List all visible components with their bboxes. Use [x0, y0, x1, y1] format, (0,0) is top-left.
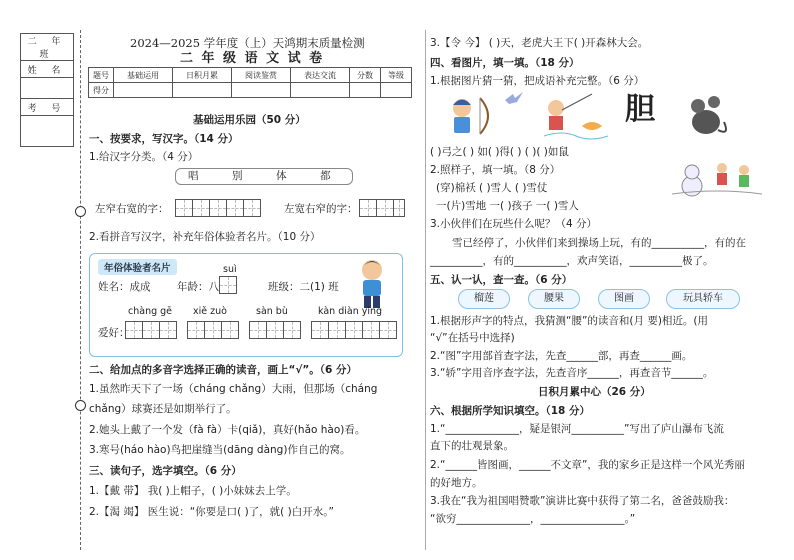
snow-play-picture-icon [672, 150, 762, 200]
column-divider [425, 30, 426, 550]
q1-2: 2.看拼音写汉字，补充年俗体验者名片。（10 分） [89, 231, 321, 243]
bird-icon [503, 88, 525, 108]
q2-line: 3.寒号(háo hào)鸟把崖缝当(dāng dàng)作自己的窝。 [89, 444, 351, 456]
q5-line: 2.“图”字用部首查字法，先查______部，再查______画。 [430, 350, 693, 362]
word-3: 体 [276, 170, 287, 182]
q5-line: 3.“轿”字用音序查字法，先查音序______，再查音节______。 [430, 367, 714, 379]
card-age: 年龄：八 [177, 281, 219, 293]
q3-title: 三、读句子，选字填空。（6 分） [89, 465, 242, 477]
answer-grid[interactable] [312, 321, 397, 339]
q2-title: 二、给加点的多音字选择正确的读音，画上“√”。（6 分） [89, 364, 358, 376]
word-4: 都 [320, 170, 331, 182]
card-title: 年俗体验者名片 [98, 259, 177, 275]
score-table [88, 67, 412, 98]
pinyin-3: sàn bù [256, 306, 288, 317]
word-pill: 玩具轿车 [666, 289, 740, 309]
score-cell[interactable] [350, 83, 381, 98]
pinyin-1: chàng gē [128, 306, 173, 317]
binding-hole-icon [75, 206, 86, 217]
q5-title: 五、认一认，查一查。（6 分） [430, 274, 573, 286]
word-pill: 榴莲 [458, 289, 510, 309]
q6-line: 1.“______________，疑是银河__________”写出了庐山瀑布飞流 [430, 423, 724, 435]
score-col: 日积月累 [173, 68, 232, 83]
answer-grid[interactable] [250, 321, 301, 339]
archer-picture-icon [440, 92, 500, 140]
q6-line: 的好地方。 [430, 477, 483, 489]
binding-hole-icon [75, 400, 86, 411]
exam-subtitle: 二 年 级 语 文 试 卷 [180, 51, 325, 66]
part2-title: 日积月累中心（26 分） [538, 386, 651, 398]
name-label: 姓 名 [21, 61, 74, 78]
answer-grid[interactable] [126, 321, 177, 339]
q6-line: 2.“______皆图画，______不文章”，我的家乡正是这样一个风光秀丽 [430, 459, 745, 471]
q2-line: 1.虽然昨天下了一场（cháng chǎng）大雨，但那场（cháng [89, 383, 378, 395]
q4-2b: 一(片)雪地 一( )孩子 一( )雪人 [436, 200, 579, 212]
q1-1: 1.给汉字分类。（4 分） [89, 151, 199, 163]
score-col: 表达交流 [291, 68, 350, 83]
score-col: 等级 [381, 68, 412, 83]
word-1: 唱 [188, 170, 200, 182]
card-name: 姓名：成成 [98, 281, 151, 293]
q4-idiom-line: ( )弓之( ) 如( )得( ) ( )( )如鼠 [430, 146, 569, 158]
q4-title: 四、看图片，填一填。（18 分） [430, 57, 580, 69]
score-cell[interactable] [173, 83, 232, 98]
name-card [89, 253, 403, 357]
score-row-label: 得分 [89, 83, 114, 98]
answer-grid[interactable] [220, 276, 237, 294]
q3-line: 2.【渴 竭】 医生说：“你要是口( )了，就( )白开水。” [89, 506, 334, 518]
blank-cell [21, 78, 74, 99]
score-col: 基础运用 [114, 68, 173, 83]
word-pill: 图画 [598, 289, 650, 309]
word-2: 别 [232, 170, 243, 182]
exam-title: 2024—2025 学年度（上）天鸿期末质量检测 [130, 36, 365, 50]
q2-line: 2.她头上戴了一个发（fà fà）卡(qiǎ)，真好(hǎo hào)看。 [89, 424, 366, 436]
score-cell[interactable] [232, 83, 291, 98]
age-pinyin: suì [223, 264, 237, 275]
q4-2: 2.照样子，填一填。（8 分） [430, 164, 561, 176]
pinyin-2: xiě zuò [193, 306, 227, 317]
score-col: 分数 [350, 68, 381, 83]
q6-line: 直下的壮观景象。 [430, 440, 514, 452]
mouse-picture-icon [680, 92, 730, 140]
q5-line: “√”在括号中选择) [430, 332, 515, 344]
word-pill: 腰果 [528, 289, 580, 309]
q2-line: chǎng）球赛还是如期举行了。 [89, 403, 237, 415]
q1-left-label: 左窄右宽的字： [95, 203, 169, 215]
class-label: 二 年 班 [21, 34, 74, 61]
blank-cell [21, 116, 74, 147]
score-cell[interactable] [114, 83, 173, 98]
score-cell[interactable] [381, 83, 412, 98]
fisherman-picture-icon [542, 90, 610, 140]
big-character: 胆 [625, 92, 655, 127]
score-col: 题号 [89, 68, 114, 83]
q3-line: 1.【戴 带】 我( )上帽子，( )小妹妹去上学。 [89, 485, 297, 497]
answer-grid[interactable] [176, 199, 261, 217]
score-col: 阅读鉴赏 [232, 68, 291, 83]
score-cell[interactable] [291, 83, 350, 98]
boy-icon [352, 256, 392, 312]
q6-line: 3.我在“我为祖国唱赞歌”演讲比赛中获得了第二名，爸爸鼓励我： [430, 495, 735, 507]
part1-title: 基础运用乐园（50 分） [193, 114, 306, 126]
q4-3: 3.小伙伴们在玩些什么呢？（4 分） [430, 218, 598, 230]
answer-grid[interactable] [360, 199, 405, 217]
answer-grid[interactable] [188, 321, 239, 339]
card-class: 班级：二(1) 班 [268, 281, 339, 293]
q4-3b: __________，有的__________，欢声笑语，__________极了。 [430, 255, 714, 267]
q5-line: 1.根据形声字的特点，我猜测“腰”的读音和(月 要)相近。(用 [430, 315, 709, 327]
q3-line: 3.【令 今】 ( )天，老虎大王下( )开森林大会。 [430, 37, 649, 49]
q4-2a: (穿)棉袄 ( )雪人 ( )雪仗 [436, 182, 548, 194]
exam-number-label: 考 号 [21, 99, 74, 116]
binding-line [80, 30, 81, 550]
pinyin-4: kàn diàn yǐng [318, 306, 383, 317]
q1-title: 一、按要求，写汉字。（14 分） [89, 133, 239, 145]
card-hobby: 爱好： [98, 327, 130, 339]
q4-3a: 雪已经停了，小伙伴们来到操场上玩，有的__________，有的在 [452, 237, 746, 249]
binding-info-table [20, 33, 74, 147]
q6-line: “欲穷______________，________________。” [430, 513, 636, 525]
q1-right-label: 左宽右窄的字： [284, 203, 358, 215]
q4-1: 1.根据图片猜一猜，把成语补充完整。（6 分） [430, 75, 645, 87]
q6-title: 六、根据所学知识填空。（18 分） [430, 405, 591, 417]
